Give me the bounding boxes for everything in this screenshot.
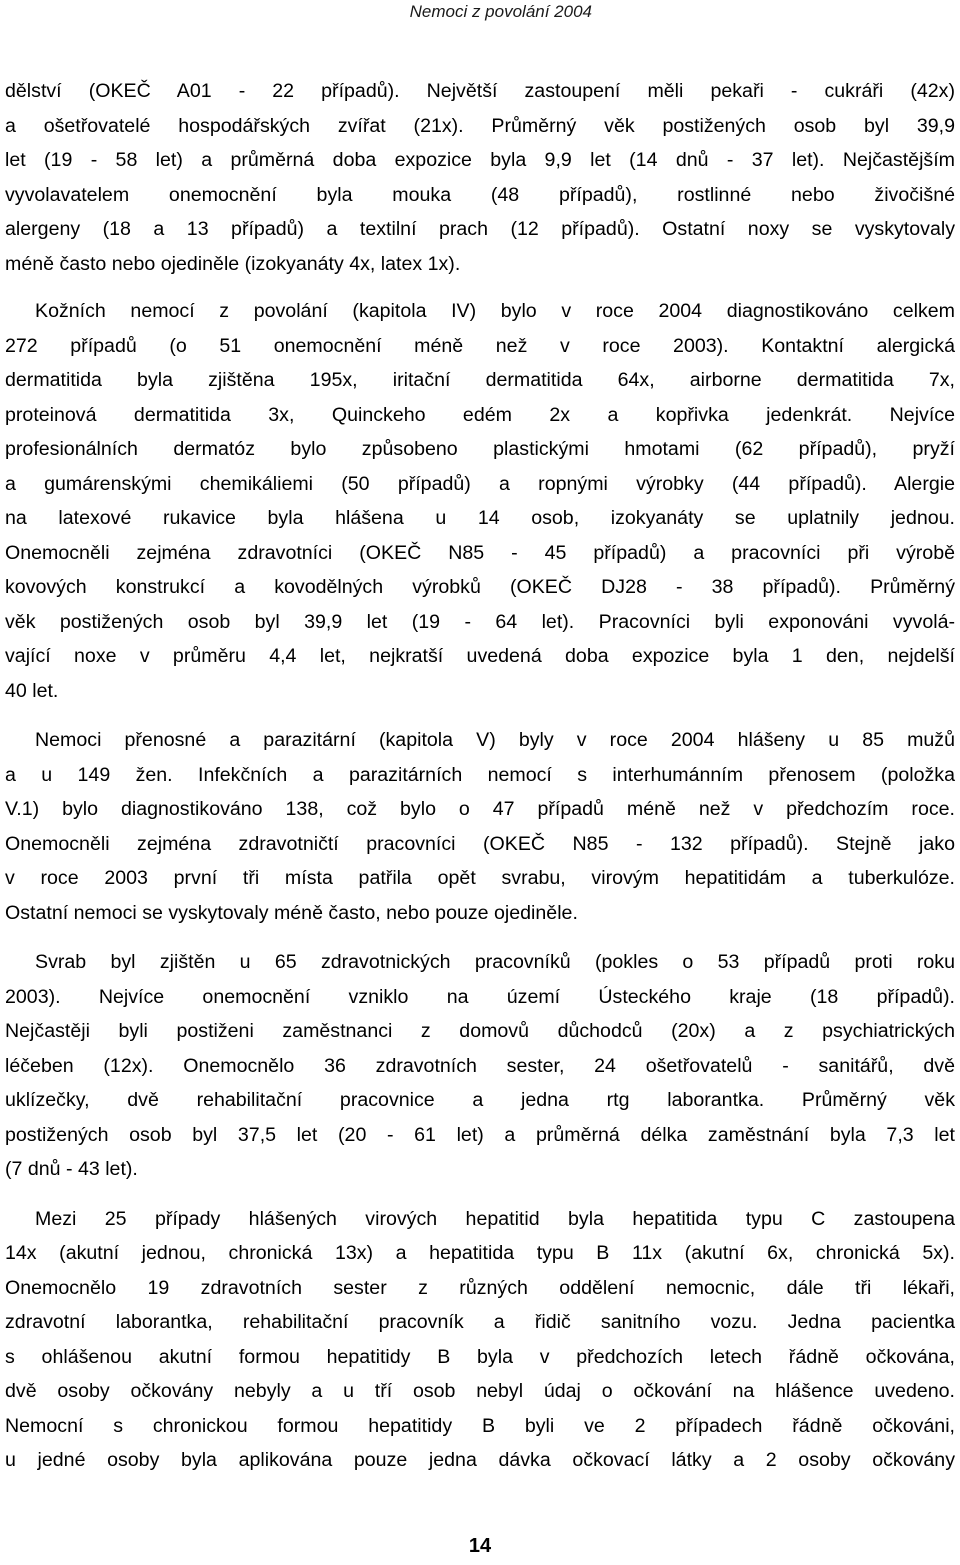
paragraph-skin-diseases (5, 294, 955, 708)
paragraph-scabies (5, 945, 955, 1187)
text-line: dělství (OKEČ A01 - 22 případů). Největší zastoupení měli pekaři - cukráři (42x) (5, 80, 955, 102)
paragraph-viral-hepatitis (5, 1202, 955, 1478)
text-line: let (19 - 58 let) a průměrná doba expozice byla 9,9 let (14 dnů - 37 let). Nejčastějším (5, 149, 955, 171)
text-line: Onemocněli zejména zdravotničtí pracovníci (OKEČ N85 - 132 případů). Stejně jako (5, 832, 955, 855)
text-line: a ošetřovatelé hospodářských zvířat (21x). Průměrný věk postižených osob byl 39,9 (5, 114, 955, 137)
text-line: 40 let. (5, 679, 59, 702)
text-line: zdravotní laborantka, rehabilitační pracovník a řidič sanitního vozu. Jedna pacientka (5, 1311, 955, 1333)
paragraph-occupational-allergy (5, 74, 955, 281)
text-line: na latexové rukavice byla hlášena u 14 osob, izokyanáty se uplatnily jednou. (5, 507, 955, 529)
text-line: uklízečky, dvě rehabilitační pracovnice a jedna rtg laborantka. Průměrný věk (5, 1089, 955, 1111)
text-line: méně často nebo ojediněle (izokyanáty 4x, latex 1x). (5, 252, 461, 275)
text-line: dermatitida byla zjištěna 195x, iritační dermatitida 64x, airborne dermatitida 7x, (5, 369, 955, 391)
text-line: Nemoci přenosné a parazitární (kapitola V) byly v roce 2004 hlášeny u 85 mužů (35, 729, 955, 751)
text-line: Svrab byl zjištěn u 65 zdravotnických pracovníků (pokles o 53 případů proti roku (35, 951, 955, 973)
text-line: vyvolavatelem onemocnění byla mouka (48 případů), rostlinné nebo živočišné (5, 183, 955, 206)
text-line: kovových konstrukcí a kovodělných výrobků (OKEČ DJ28 - 38 případů). Průměrný (5, 576, 955, 598)
text-line: (7 dnů - 43 let). (5, 1158, 138, 1180)
paragraph-infectious-diseases (5, 723, 955, 930)
text-line: V.1) bylo diagnostikováno 138, což bylo o 47 případů méně než v předchozím roce. (5, 798, 955, 820)
running-header: Nemoci z povolání 2004 (409, 2, 592, 21)
text-line: s ohlášenou akutní formou hepatitidy B byla v předchozích letech řádně očkována, (5, 1345, 955, 1368)
text-line: Nemocní s chronickou formou hepatitidy B byli ve 2 případech řádně očkováni, (5, 1414, 955, 1437)
text-line: věk postižených osob byl 39,9 let (19 - 64 let). Pracovníci byli exponováni vyvolá- (5, 610, 955, 633)
text-line: 2003). Nejvíce onemocnění vzniklo na území Ústeckého kraje (18 případů). (5, 985, 955, 1008)
text-line: Ostatní nemoci se vyskytovaly méně často, nebo pouze ojediněle. (5, 901, 578, 924)
body-text (5, 74, 955, 1478)
page-number: 14 (468, 1535, 492, 1557)
text-line: profesionálních dermatóz bylo způsobeno plastickými hmotami (62 případů), pryží (5, 438, 955, 460)
text-line: Mezi 25 případy hlášených virových hepatitid byla hepatitida typu C zastoupena (35, 1207, 955, 1230)
text-line: léčeben (12x). Onemocnělo 36 zdravotních sester, 24 ošetřovatelů - sanitářů, dvě (5, 1054, 955, 1077)
text-line: a gumárenskými chemikáliemi (50 případů) a ropnými výrobky (44 případů). Alergie (5, 472, 955, 495)
text-line: vající noxe v průměru 4,4 let, nejkratší uvedená doba expozice byla 1 den, nejdelší (5, 645, 955, 667)
text-line: alergeny (18 a 13 případů) a textilní prach (12 případů). Ostatní noxy se vyskytovaly (5, 218, 955, 240)
text-line: u jedné osoby byla aplikována pouze jedna dávka očkovací látky a 2 osoby očkovány (5, 1449, 955, 1471)
text-line: Onemocněli zejména zdravotníci (OKEČ N85 - 45 případů) a pracovníci při výrobě (5, 541, 955, 564)
text-line: Nejčastěji byli postiženi zaměstnanci z domovů důchodců (20x) a z psychiatrických (5, 1020, 955, 1042)
text-line: 14x (akutní jednou, chronická 13x) a hepatitida typu B 11x (akutní 6x, chronická 5x). (5, 1242, 955, 1264)
text-line: Onemocnělo 19 zdravotních sester z různých oddělení nemocnic, dále tři lékaři, (5, 1276, 955, 1299)
text-line: 272 případů (o 51 onemocnění méně než v roce 2003). Kontaktní alergická (5, 334, 955, 357)
text-line: a u 149 žen. Infekčních a parazitárních nemocí s interhumánním přenosem (položka (5, 763, 955, 786)
text-line: Kožních nemocí z povolání (kapitola IV) bylo v roce 2004 diagnostikováno celkem (35, 300, 955, 322)
text-line: v roce 2003 první tři místa patřila opět svrabu, virovým hepatitidám a tuberkulóze. (5, 867, 955, 889)
text-line: dvě osoby očkovány nebyly a u tří osob nebyl údaj o očkování na hlášence uvedeno. (5, 1380, 955, 1402)
text-line: proteinová dermatitida 3x, Quinckeho edém 2x a kopřivka jedenkrát. Nejvíce (5, 403, 955, 426)
text-line: postižených osob byl 37,5 let (20 - 61 let) a průměrná délka zaměstnání byla 7,3 let (5, 1123, 955, 1146)
